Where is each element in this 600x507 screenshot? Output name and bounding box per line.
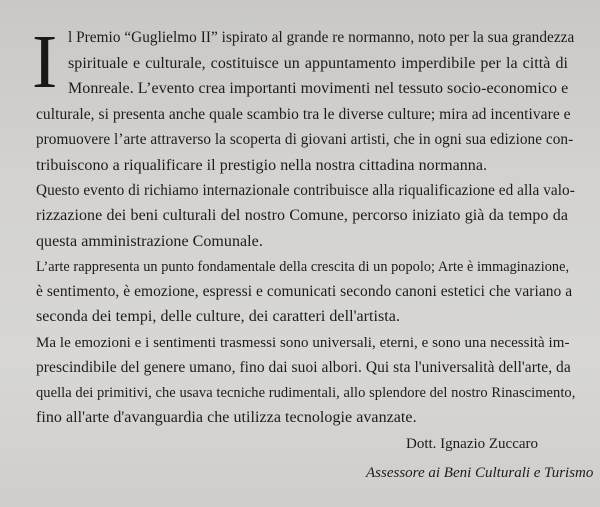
drop-cap: I xyxy=(32,20,58,104)
paragraph-line: questa amministrazione Comunale. xyxy=(36,233,263,250)
paragraph-line: L’arte rappresenta un punto fondamentale della crescita di un popolo; Arte è immaginazione, xyxy=(36,259,570,275)
paragraph-line: Ma le emozioni e i sentimenti trasmessi sono universali, eterni, e sono una necessità im- xyxy=(36,335,570,351)
paragraph-line: spirituale e culturale, costituisce un appuntamento imperdibile per la città di xyxy=(68,55,568,72)
paragraph-line: Questo evento di richiamo internazionale contribuisce alla riqualificazione ed alla valo- xyxy=(36,182,575,199)
signature-name: Dott. Ignazio Zuccaro xyxy=(406,436,539,452)
signature-title: Assessore ai Beni Culturali e Turismo xyxy=(366,465,594,481)
paragraph-line: seconda dei tempi, delle culture, dei caratteri dell'artista. xyxy=(36,308,400,325)
paragraph-line: promuovere l’arte attraverso la scoperta di giovani artisti, che in ogni sua edizione con- xyxy=(36,131,574,148)
paragraph-line: culturale, si presenta anche quale scambio tra le diverse culture; mira ad incentivare e xyxy=(36,106,571,123)
paragraph-line: prescindibile del genere umano, fino dai suoi albori. Qui sta l'universalità dell'arte, da xyxy=(36,359,571,376)
paragraph-line: è sentimento, è emozione, espressi e comunicati secondo canoni estetici che variano a xyxy=(36,283,573,300)
paragraph-line: fino all'arte d'avanguardia che utilizza tecnologie avanzate. xyxy=(36,409,417,426)
paragraph-line: quella dei primitivi, che usava tecniche rudimentali, allo splendore del nostro Rinascimento, xyxy=(36,385,576,401)
paragraph-line: rizzazione dei beni culturali del nostro Comune, percorso iniziato già da tempo da xyxy=(36,207,568,224)
paragraph-line: l Premio “Guglielmo II” ispirato al grande re normanno, noto per la sua grandezza xyxy=(68,29,575,46)
paragraph-line: Monreale. L’evento crea importanti movimenti nel tessuto socio-economico e xyxy=(68,80,569,97)
paragraph-line: tribuiscono a riqualificare il prestigio nella nostra cittadina normanna. xyxy=(36,157,488,174)
